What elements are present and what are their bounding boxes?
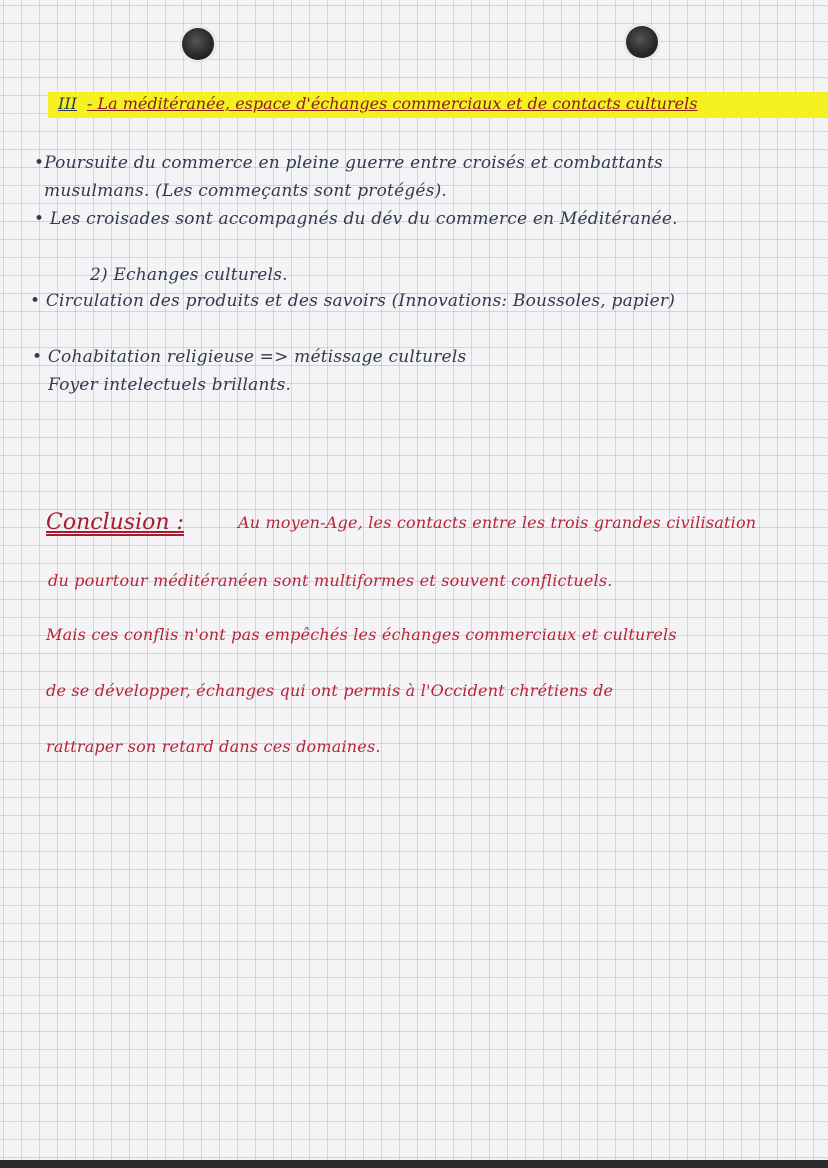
note-line: Foyer intelectuels brillants. bbox=[48, 375, 292, 395]
conclusion-line: Mais ces conflis n'ont pas empêchés les échanges commerciaux et culturels bbox=[46, 625, 677, 644]
note-line: • Circulation des produits et des savoirs (Innovations: Boussoles, papier) bbox=[30, 291, 676, 311]
conclusion-line: Au moyen-Age, les contacts entre les trois grandes civilisation bbox=[238, 513, 757, 532]
section-number: III bbox=[58, 94, 77, 113]
conclusion-line: rattraper son retard dans ces domaines. bbox=[46, 737, 381, 756]
note-line: musulmans. (Les commeçants sont protégés). bbox=[44, 181, 448, 201]
note-line: • Les croisades sont accompagnés du dév du commerce en Méditéranée. bbox=[34, 209, 678, 229]
conclusion-line: de se développer, échanges qui ont permis à l'Occident chrétiens de bbox=[46, 681, 614, 700]
note-line: • Cohabitation religieuse => métissage culturels bbox=[32, 347, 467, 367]
note-line: •Poursuite du commerce en pleine guerre entre croisés et combattants bbox=[34, 153, 663, 173]
conclusion-line: du pourtour méditéranéen sont multiformes et souvent conflictuels. bbox=[48, 571, 613, 590]
subheading: 2) Echanges culturels. bbox=[90, 265, 288, 285]
section-title bbox=[58, 94, 697, 113]
punch-hole-left bbox=[182, 28, 214, 60]
punch-hole-right bbox=[626, 26, 658, 58]
section-title-text: - La méditéranée, espace d'échanges commerciaux et de contacts culturels bbox=[86, 94, 698, 113]
conclusion-heading: Conclusion : bbox=[46, 510, 184, 535]
